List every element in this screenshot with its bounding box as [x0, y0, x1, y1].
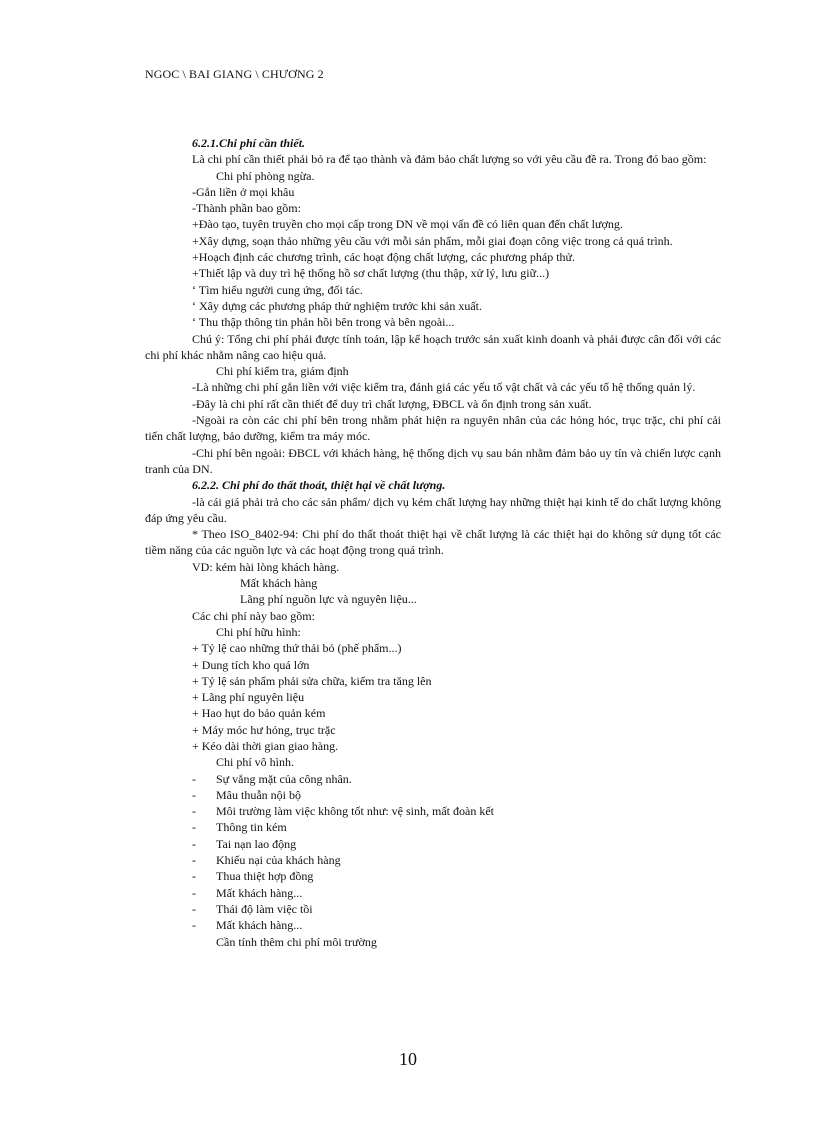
paragraph: Các chi phí này bao gồm: — [192, 608, 315, 623]
intangible-item: - Tai nạn lao động — [192, 836, 297, 851]
paragraph: -là cái giá phải trả cho các sản phẩm/ dịch vụ kém chất lượng hay những thiệt hại kinh tế do chất lượng không đáp ứng yêu cầu. — [145, 494, 721, 525]
paragraph: VD: kém hài lòng khách hàng. — [192, 559, 340, 574]
paragraph: +Thiết lập và duy trì hệ thống hồ sơ chất lượng (thu thập, xử lý, lưu giữ...) — [192, 266, 550, 281]
tangible-item: + Lãng phí nguyên liệu — [192, 690, 305, 705]
bullet-text: Cần tính thêm chi phí môi trường — [216, 934, 377, 949]
bullet-text: Chi phí kiểm tra, giám định — [216, 364, 349, 379]
section-heading-6-2-2: 6.2.2. Chi phí do thất thoát, thiệt hại về chất lượng. — [192, 478, 446, 493]
dash-marker: - — [192, 836, 196, 851]
intangible-item: - Sự vắng mặt của công nhân. — [192, 771, 352, 786]
paragraph: * Theo ISO_8402-94: Chi phí do thất thoát thiệt hại về chất lượng là các thiệt hại do không sử dụng tốt các tiềm năng của các nguồn lực và các hoạt động trong quá trình. — [145, 527, 721, 558]
paragraph: -Là những chi phí gắn liền với việc kiểm tra, đánh giá các yếu tố vật chất và các yếu tố hệ thống quản lý. — [192, 380, 696, 395]
section-heading-6-2-1: 6.2.1.Chi phí cần thiết. — [192, 136, 306, 150]
example-item: Mất khách hàng — [240, 576, 318, 591]
tangible-item: + Dung tích kho quá lớn — [192, 657, 310, 672]
paragraph: ‘ Tìm hiểu người cung ứng, đối tác. — [192, 282, 363, 297]
dash-marker: - — [192, 820, 196, 835]
document-body — [145, 135, 721, 950]
bullet-text: Chi phí hữu hình: — [216, 624, 301, 639]
page-header: NGOC \ BAI GIANG \ CHƯƠNG 2 — [145, 67, 324, 81]
bullet-item — [145, 624, 721, 640]
intangible-item: - Mất khách hàng... — [192, 885, 303, 900]
example-item: Lãng phí nguồn lực và nguyên liệu... — [240, 592, 417, 607]
intangible-item: - Mâu thuẫn nội bộ — [192, 787, 301, 802]
dash-marker: - — [192, 918, 196, 933]
bullet-item — [145, 754, 721, 770]
dash-marker: - — [192, 787, 196, 802]
bullet-item — [145, 363, 721, 379]
tangible-item: + Kéo dài thời gian giao hàng. — [192, 738, 339, 753]
bullet-item — [145, 934, 721, 950]
intangible-item: - Thua thiệt hợp đồng — [192, 869, 314, 884]
dash-marker: - — [192, 869, 196, 884]
paragraph: +Đào tạo, tuyên truyền cho mọi cấp trong DN về mọi vấn đề có liên quan đến chất lượng. — [192, 217, 623, 232]
paragraph: +Hoạch định các chương trình, các hoạt động chất lượng, các phương pháp thử. — [192, 250, 576, 265]
tangible-item: + Tỷ lệ cao những thứ thải bỏ (phế phẩm...) — [192, 641, 402, 656]
paragraph: +Xây dựng, soạn thảo những yêu cầu với mỗi sản phẩm, mỗi giai đoạn công việc trong cả quá trình. — [192, 233, 673, 248]
dash-marker: - — [192, 885, 196, 900]
bullet-item — [145, 168, 721, 184]
paragraph: Là chi phí cần thiết phải bỏ ra để tạo thành và đảm bảo chất lượng so với yêu cầu đề ra. Trong đó bao gồm: — [192, 152, 707, 167]
intangible-item: - Môi trường làm việc không tốt như: vệ sinh, mất đoàn kết — [192, 804, 494, 819]
dash-marker: - — [192, 771, 196, 786]
bullet-text: Chi phí vô hình. — [216, 755, 295, 770]
dash-marker: - — [192, 853, 196, 868]
dash-marker: - — [192, 804, 196, 819]
paragraph: -Gắn liền ở mọi khâu — [192, 184, 295, 199]
paragraph: -Đây là chi phí rất cần thiết để duy trì chất lượng, ĐBCL và ổn định trong sản xuất. — [192, 396, 592, 411]
note-paragraph: Chú ý: Tổng chi phí phải được tính toán, lập kế hoạch trước sản xuất kinh doanh và phải được cân đối với các chi phí khác nhằm nâng cao hiệu quả. — [145, 331, 721, 362]
tangible-item: + Hao hụt do bảo quản kém — [192, 706, 326, 721]
intangible-item: - Thái độ làm việc tồi — [192, 901, 313, 916]
intangible-item: - Khiếu nại của khách hàng — [192, 853, 341, 868]
paragraph: -Thành phần bao gồm: — [192, 201, 301, 216]
intangible-item: - Thông tin kém — [192, 820, 287, 835]
paragraph: ‘ Xây dựng các phương pháp thử nghiệm trước khi sản xuất. — [192, 298, 482, 313]
paragraph: -Ngoài ra còn các chi phí bên trong nhằm phát hiện ra nguyên nhân của các hỏng hóc, trục trặc, chi phí cải tiến chất lượng, bảo dưỡng, kiểm tra máy móc. — [145, 413, 721, 444]
bullet-text: Chi phí phòng ngừa. — [216, 168, 315, 183]
page-number: 10 — [399, 1049, 417, 1069]
tangible-item: + Tỷ lệ sản phẩm phải sửa chữa, kiểm tra tăng lên — [192, 673, 432, 688]
dash-marker: - — [192, 901, 196, 916]
tangible-item: + Máy móc hư hỏng, trục trặc — [192, 722, 336, 737]
paragraph: -Chi phí bên ngoài: ĐBCL với khách hàng, hệ thống dịch vụ sau bán nhằm đảm bảo uy tín và chiến lược cạnh tranh của DN. — [145, 445, 721, 476]
paragraph: ‘ Thu thập thông tin phản hồi bên trong và bên ngoài... — [192, 315, 455, 330]
intangible-item: - Mất khách hàng... — [192, 918, 303, 933]
